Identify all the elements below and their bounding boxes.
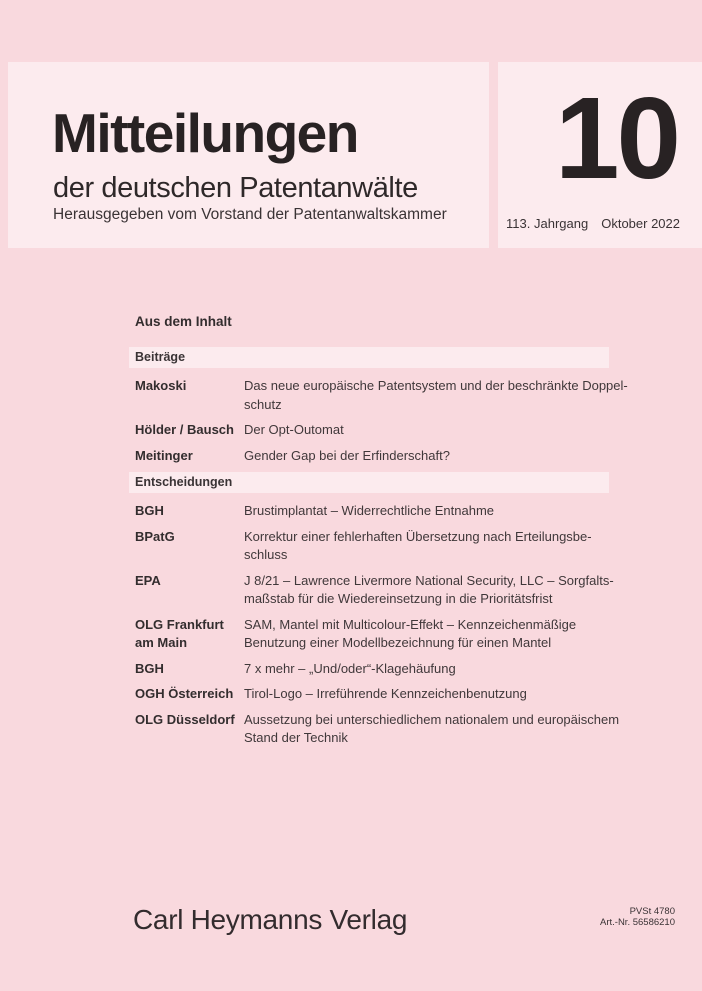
entry-court: EPA [135,572,161,588]
toc-entry [135,572,614,609]
publisher-line: Herausgegeben vom Vorstand der Patentanwaltskammer [53,206,447,223]
entry-court: BGH [135,503,164,518]
issue-number: 10 [554,73,678,203]
journal-subtitle: der deutschen Patentanwälte [53,172,418,204]
toc-entry [135,502,609,521]
entry-author: Meitinger [135,447,193,463]
volume-label: 113. Jahrgang [506,216,589,231]
entry-court: OLG Frankfurt am Main [135,616,224,650]
toc-entry [135,447,609,466]
toc-entry [135,528,609,565]
toc-heading: Aus dem Inhalt [135,314,232,329]
entry-title: Der Opt-Outomat [244,422,344,437]
toc-entry [135,685,609,704]
journal-title: Mitteilungen [52,102,358,164]
entry-title: Brustimplantat – Widerrechtliche Entnahme [244,503,495,518]
issue-panel [498,62,702,248]
entry-court: OLG Düsseldorf [135,711,235,727]
entry-title: Aussetzung bei unterschiedlichem nationalem und europäischem Stand der Technik [244,711,620,745]
issue-meta [506,216,680,231]
section-header-entscheidungen: Entscheidungen [129,472,609,493]
entry-title: Das neue europäische Patentsystem und der beschränkte Doppel- schutz [244,378,628,412]
publisher-name: Carl Heymanns Verlag [133,904,408,935]
entry-court: BGH [135,660,164,676]
toc-entry [135,377,628,414]
entry-author: Hölder / Bausch [135,422,234,437]
section-header-beitraege: Beiträge [129,347,609,368]
toc-entry [135,711,620,748]
entry-court: OGH Österreich [135,686,234,701]
section-entscheidungen-entries [129,502,620,748]
entry-title: Gender Gap bei der Erfinderschaft? [244,447,450,463]
pvst-number: PVSt 4780 [629,906,675,917]
article-number: Art.-Nr. 56586210 [600,916,675,928]
imprint-block [600,907,675,928]
entry-title: SAM, Mantel mit Multicolour-Effekt – Kennzeichenmäßige Benutzung einer Modellbezeichnung für einen Mantel [244,616,577,650]
masthead-panel [8,62,489,248]
entry-title: Korrektur einer fehlerhaften Übersetzung nach Erteilungsbe- schluss [244,528,592,562]
entry-title: J 8/21 – Lawrence Livermore National Security, LLC – Sorgfalts- maßstab für die Wiedereinsetzung in die Prioritätsfrist [244,572,614,606]
entry-title: Tirol-Logo – Irreführende Kennzeichenbenutzung [244,686,527,701]
toc-entry [135,616,609,653]
toc-entry [135,660,609,679]
entry-title: 7 x mehr – „Und/oder“-Klagehäufung [244,660,456,676]
section-beitraege-entries [129,377,628,465]
table-of-contents [129,304,628,755]
entry-author: Makoski [135,378,187,393]
toc-entry [135,421,609,440]
issue-month: Oktober 2022 [601,216,680,231]
entry-court: BPatG [135,528,175,544]
